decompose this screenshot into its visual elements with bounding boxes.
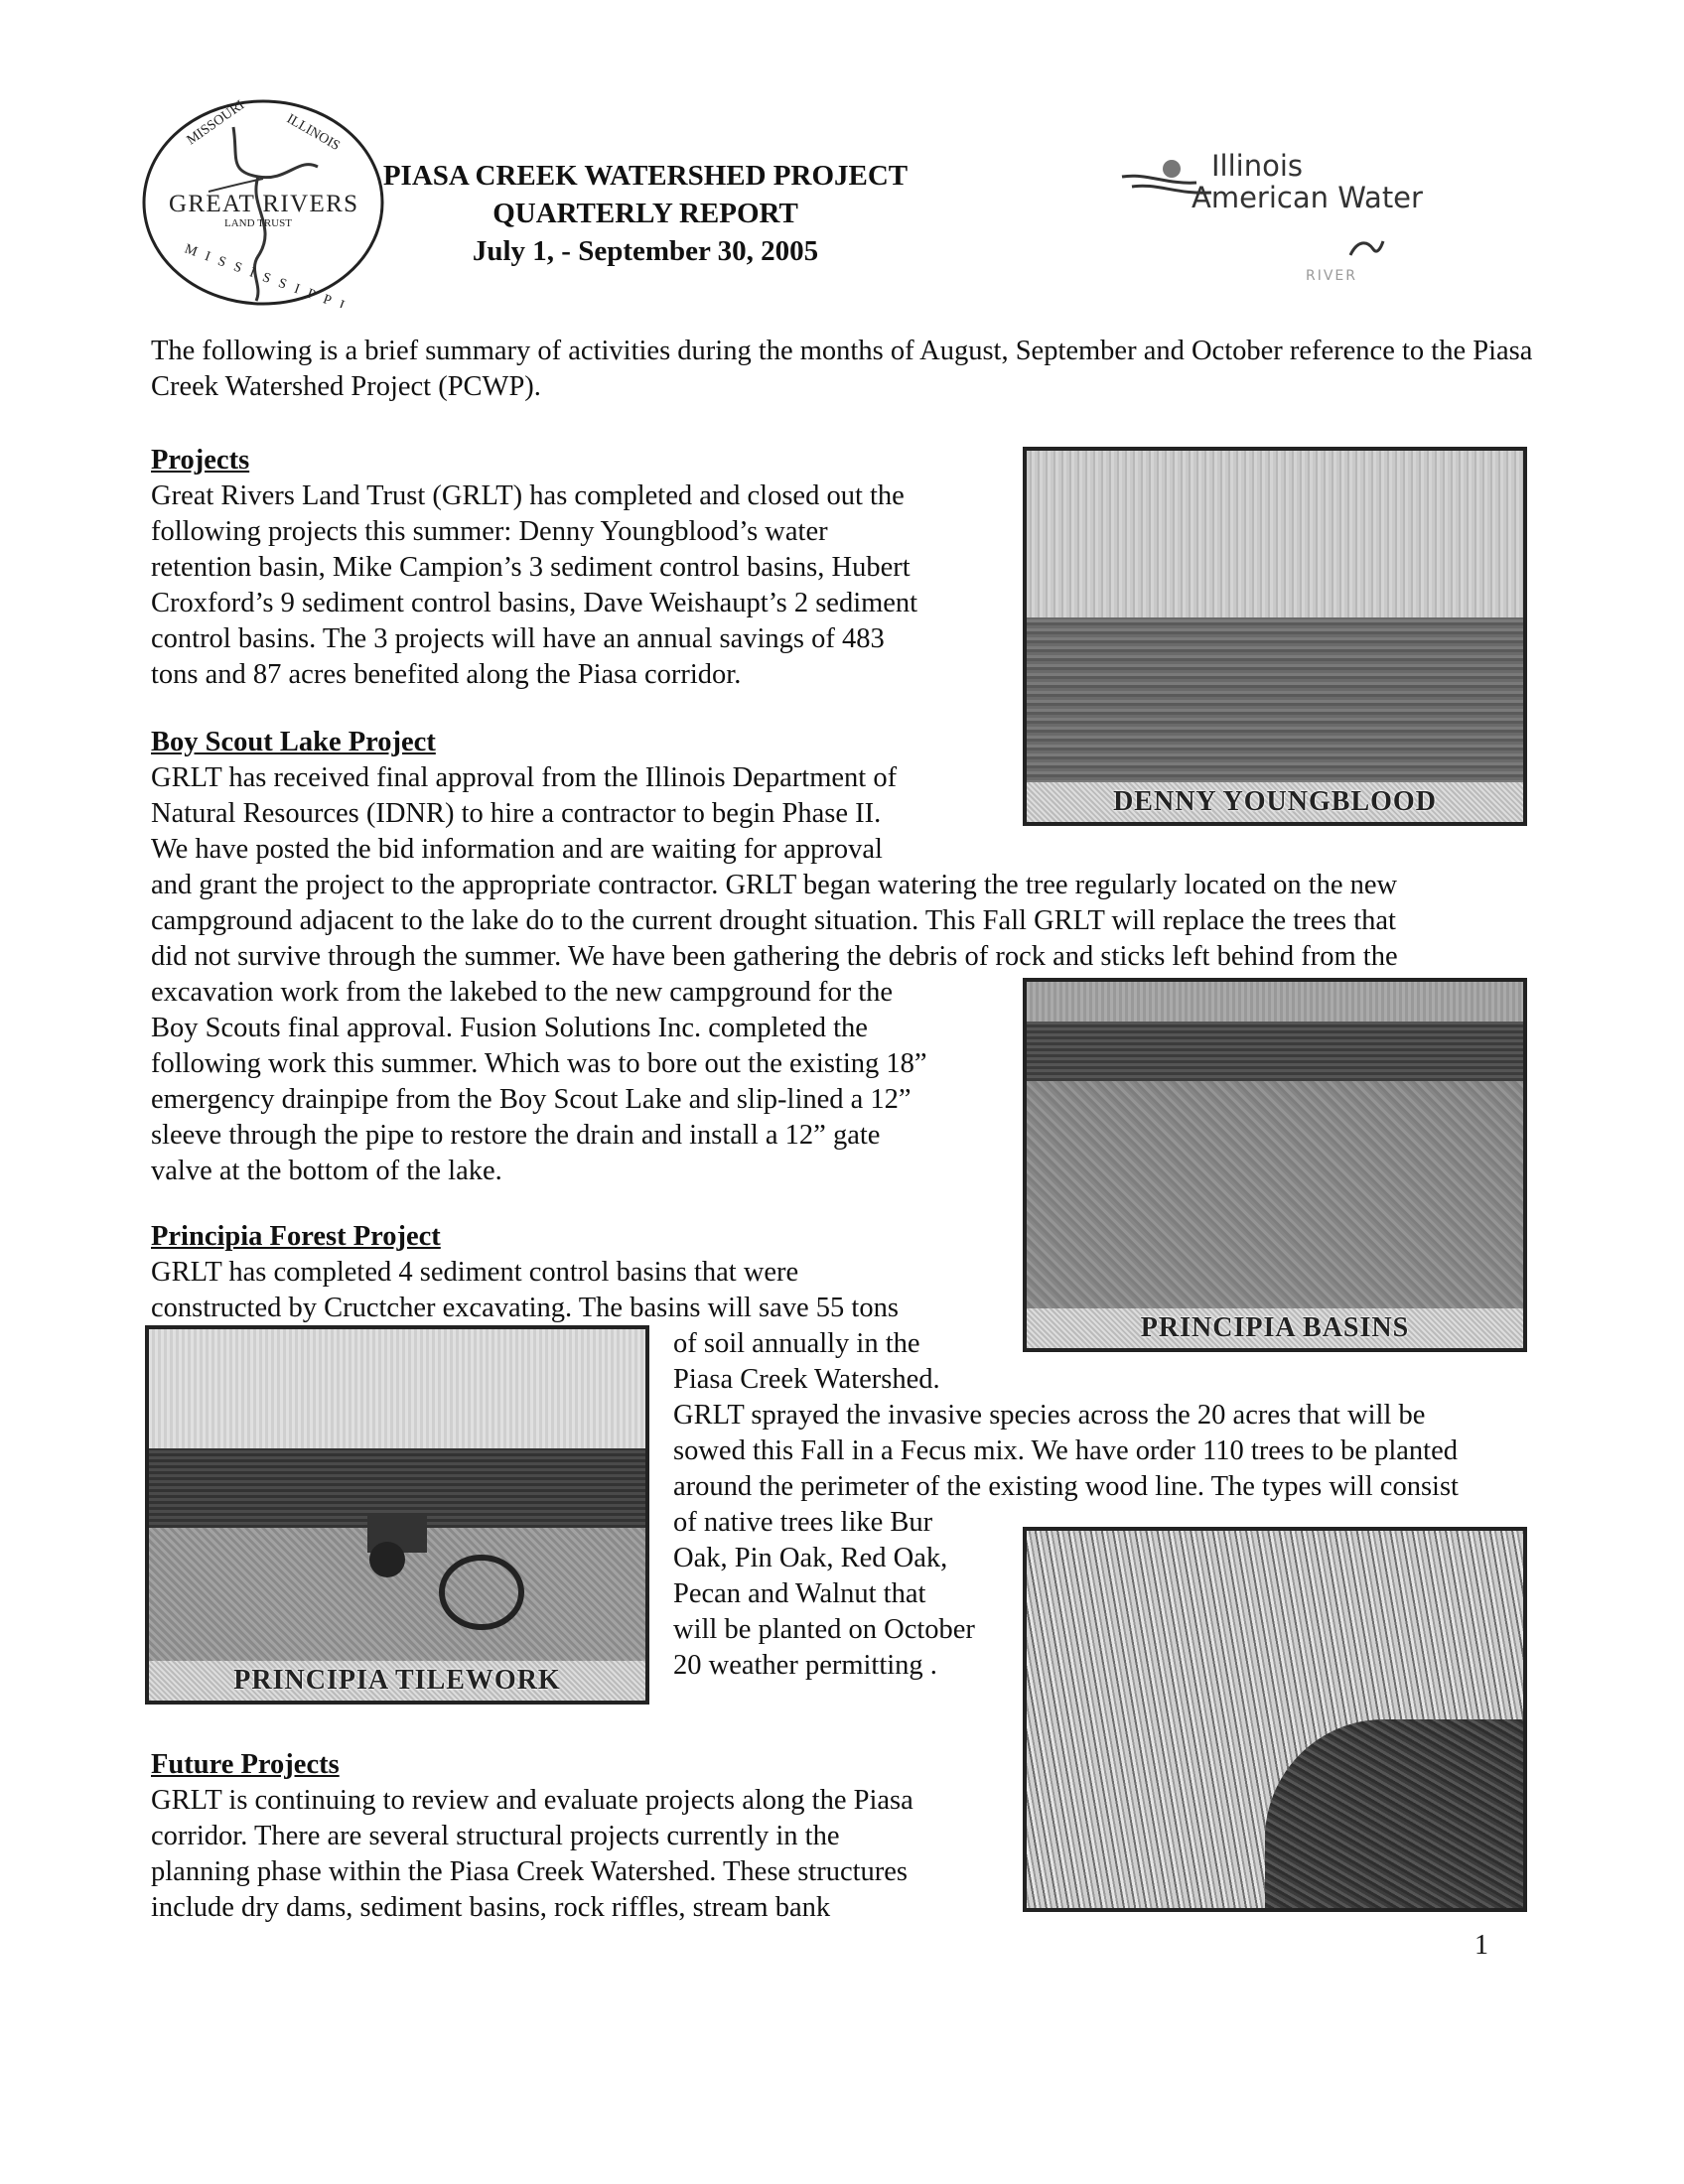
text-line: include dry dams, sediment basins, rock riffles, stream bank	[151, 1892, 831, 1923]
photo-caption: PRINCIPIA BASINS	[1027, 1308, 1523, 1348]
text-line: of soil annually in the	[673, 1328, 920, 1359]
section-heading-future: Future Projects	[151, 1749, 340, 1780]
tractor-graphic	[149, 1329, 649, 1705]
text-line: Piasa Creek Watershed.	[673, 1364, 940, 1395]
text-line: planning phase within the Piasa Creek Watershed. These structures	[151, 1856, 908, 1887]
text-line: Boy Scouts final approval. Fusion Solutions Inc. completed the	[151, 1013, 868, 1043]
report-title-line2: QUARTERLY REPORT	[492, 198, 798, 229]
text-line: sleeve through the pipe to restore the drain and install a 12” gate	[151, 1120, 881, 1151]
text-line: valve at the bottom of the lake.	[151, 1156, 502, 1186]
section-heading-projects: Projects	[151, 445, 250, 476]
report-date-range: July 1, - September 30, 2005	[472, 235, 819, 267]
text-line: following work this summer. Which was to bore out the existing 18”	[151, 1048, 927, 1079]
logo-text-mississippi: MISSISSIPPI	[182, 241, 347, 308]
river-mark-icon	[1345, 235, 1385, 265]
text-line: emergency drainpipe from the Boy Scout Lake and slip-lined a 12”	[151, 1084, 912, 1115]
text-line: and grant the project to the appropriate contractor. GRLT began watering the tree regularly located on the new	[151, 870, 1398, 900]
logo-small-text: RIVER	[1306, 268, 1358, 284]
text-line: sowed this Fall in a Fecus mix. We have order 110 trees to be planted	[673, 1435, 1458, 1466]
logo-illinois-text: Illinois	[1211, 149, 1304, 183]
text-line: retention basin, Mike Campion’s 3 sediment control basins, Hubert	[151, 552, 911, 583]
text-line: GRLT sprayed the invasive species across the 20 acres that will be	[673, 1400, 1426, 1431]
section-heading-principia: Principia Forest Project	[151, 1221, 441, 1252]
text-line: GRLT has received final approval from the Illinois Department of	[151, 762, 898, 793]
text-line: Great Rivers Land Trust (GRLT) has completed and closed out the	[151, 480, 905, 511]
text-line: control basins. The 3 projects will have an annual savings of 483	[151, 623, 885, 654]
text-line: did not survive through the summer. We have been gathering the debris of rock and sticks left behind from the	[151, 941, 1398, 972]
report-title-line1: PIASA CREEK WATERSHED PROJECT	[382, 160, 909, 192]
logo-seal-graphic	[139, 97, 387, 308]
text-line: GRLT is continuing to review and evaluate projects along the Piasa	[151, 1785, 913, 1816]
text-line: We have posted the bid information and are waiting for approval	[151, 834, 883, 865]
photo-caption: PRINCIPIA TILEWORK	[149, 1661, 645, 1701]
intro-paragraph: The following is a brief summary of activities during the months of August, September and October reference to the Piasa Creek Watershed Project (PCWP).	[151, 336, 1533, 402]
photo-principia-tilework	[145, 1325, 649, 1705]
text-line: GRLT has completed 4 sediment control basins that were	[151, 1257, 799, 1288]
text-line: constructed by Cructcher excavating. The basins will save 55 tons	[151, 1293, 899, 1323]
photo-principia-basins	[1023, 978, 1527, 1352]
text-line: Pecan and Walnut that	[673, 1578, 926, 1609]
photo-denny-youngblood	[1023, 447, 1527, 826]
text-line: campground adjacent to the lake do to the current drought situation. This Fall GRLT will replace the trees that	[151, 905, 1396, 936]
logo-text-missouri: MISSOURI	[184, 97, 248, 149]
logo-text-sub: LAND TRUST	[224, 217, 292, 229]
text-line: around the perimeter of the existing wood line. The types will consist	[673, 1471, 1459, 1502]
illinois-american-water-logo	[1117, 151, 1455, 300]
great-rivers-logo	[139, 97, 387, 308]
section-heading-boy-scout: Boy Scout Lake Project	[151, 727, 436, 757]
photo-caption: DENNY YOUNGBLOOD	[1027, 782, 1523, 822]
page-number: 1	[1474, 1930, 1488, 1961]
text-line: corridor. There are several structural projects currently in the	[151, 1821, 840, 1851]
text-line: of native trees like Bur	[673, 1507, 933, 1538]
logo-american-water-text: American Water	[1192, 181, 1423, 214]
logo-text-name: GREAT RIVERS	[169, 191, 357, 217]
text-line: 20 weather permitting .	[673, 1650, 937, 1681]
text-line: Oak, Pin Oak, Red Oak,	[673, 1543, 948, 1573]
text-line: Natural Resources (IDNR) to hire a contractor to begin Phase II.	[151, 798, 882, 829]
text-line: tons and 87 acres benefited along the Piasa corridor.	[151, 659, 742, 690]
photo-cornfield	[1023, 1527, 1527, 1912]
text-line: will be planted on October	[673, 1614, 975, 1645]
logo-text-illinois: ILLINOIS	[284, 111, 343, 155]
text-line: following projects this summer: Denny Youngblood’s water	[151, 516, 828, 547]
text-line: excavation work from the lakebed to the new campground for the	[151, 977, 894, 1008]
text-line: Croxford’s 9 sediment control basins, Dave Weishaupt’s 2 sediment	[151, 588, 918, 618]
